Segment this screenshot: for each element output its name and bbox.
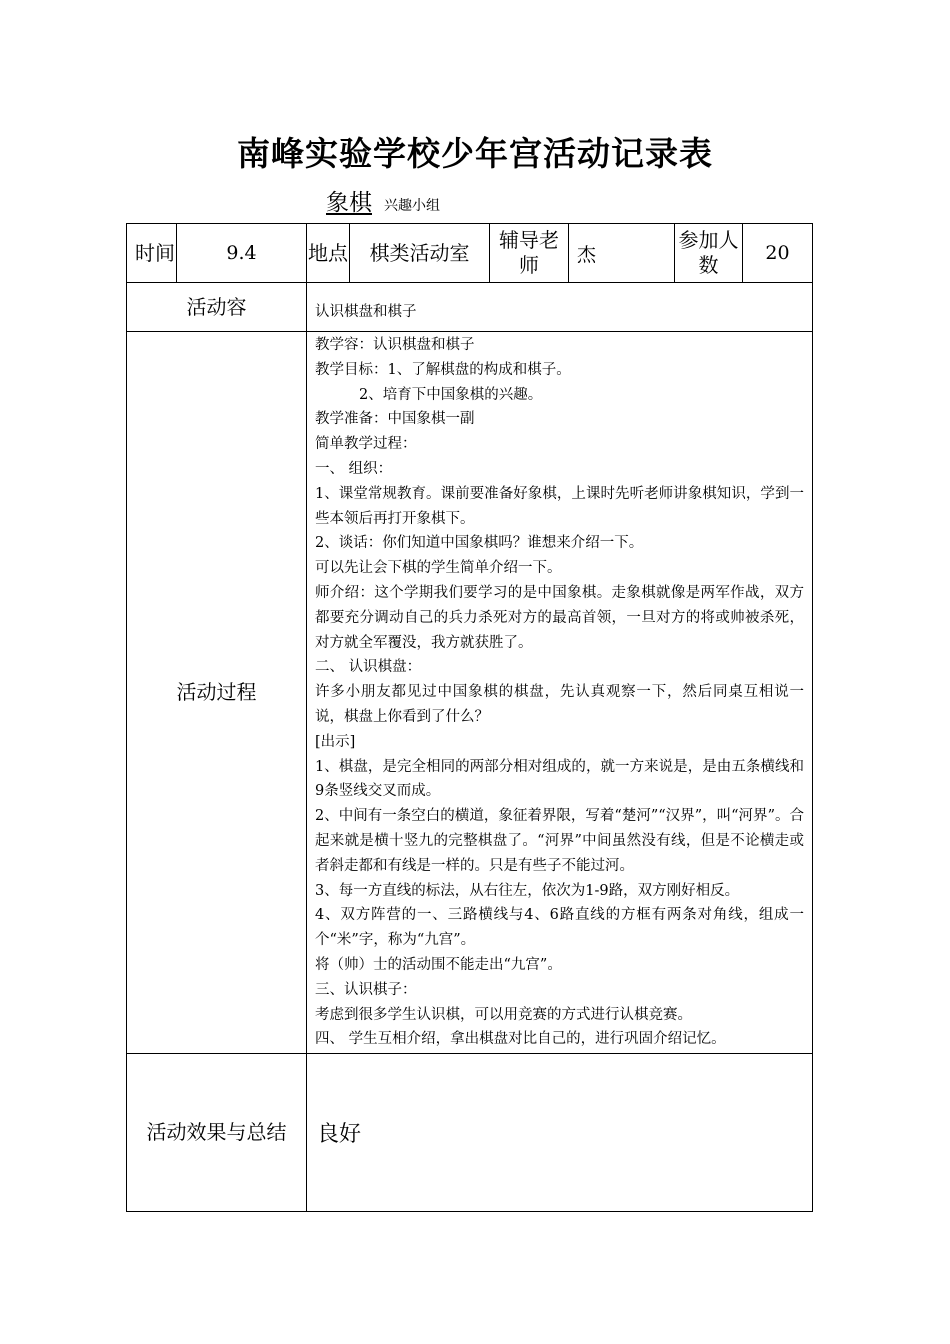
process-line: 1、棋盘，是完全相同的两部分相对组成的，就一方来说是，是由五条横线和9条竖线交叉而成。 [315, 758, 804, 800]
process-line: 教学目标：1、了解棋盘的构成和棋子。 [315, 361, 571, 378]
group-suffix: 兴趣小组 [384, 198, 440, 214]
process-line: 4、双方阵营的一、三路横线与4、6路直线的方框有两条对角线，组成一个“米”字，称为“九宫”。 [315, 907, 804, 949]
place-value: 棋类活动室 [350, 224, 490, 283]
process-content [307, 332, 813, 1054]
process-row [127, 332, 813, 1054]
group-name: 象棋 [326, 190, 372, 216]
place-label: 地点 [307, 224, 350, 283]
process-line: 2、中间有一条空白的横道，象征着界限，写着“楚河”“汉界”，叫“河界”。合起来就是横十竖九的完整棋盘了。“河界”中间虽然没有线，但是不论横走或者斜走都和有线是一样的。只是有些子不能过河。 [315, 808, 804, 874]
process-line: 教学准备：中国象棋一副 [315, 411, 475, 428]
process-line: 可以先让会下棋的学生简单介绍一下。 [315, 560, 562, 577]
summary-row [127, 1054, 813, 1212]
count-label: 参加人数 [675, 224, 743, 283]
process-line: 2、谈话：你们知道中国象棋吗？谁想来介绍一下。 [315, 535, 644, 552]
group-line [312, 184, 440, 217]
page-title: 南峰实验学校少年宫活动记录表 [237, 134, 713, 173]
content-label: 活动容 [127, 283, 307, 332]
process-line: 简单教学过程： [315, 436, 417, 453]
header-row [127, 224, 813, 283]
process-line: 考虑到很多学生认识棋，可以用竞赛的方式进行认棋竞赛。 [315, 1006, 692, 1023]
content-row [127, 283, 813, 332]
process-line: 一、 组织： [315, 460, 393, 477]
process-line: 许多小朋友都见过中国象棋的棋盘，先认真观察一下，然后同桌互相说一说，棋盘上你看到了什么？ [315, 684, 804, 725]
process-line: 将（帅）士的活动围不能走出“九宫”。 [315, 956, 562, 973]
process-label: 活动过程 [127, 332, 307, 1054]
content-value: 认识棋盘和棋子 [307, 283, 813, 332]
process-line: 四、 学生互相介绍，拿出棋盘对比自己的，进行巩固介绍记忆。 [315, 1031, 726, 1048]
summary-label: 活动效果与总结 [127, 1054, 307, 1212]
process-line: [出示] [315, 733, 356, 750]
process-line: 2、培育下中国象棋的兴趣。 [359, 386, 543, 403]
process-line: 三、认识棋子： [315, 981, 417, 998]
time-value: 9.4 [177, 224, 307, 283]
time-label: 时间 [127, 224, 177, 283]
process-line: 教学容：认识棋盘和棋子 [315, 337, 475, 353]
summary-value: 良好 [307, 1054, 813, 1212]
process-line: 3、每一方直线的标法，从右往左，依次为1-9路，双方刚好相反。 [315, 882, 740, 899]
record-table [126, 223, 813, 1212]
teacher-label: 辅导老师 [490, 224, 569, 283]
process-line: 师介绍：这个学期我们要学习的是中国象棋。走象棋就像是两军作战，双方都要充分调动自己的兵力杀死对方的最高首领，一旦对方的将或帅被杀死，对方就全军覆没，我方就获胜了。 [315, 584, 804, 651]
teacher-value: 杰 [569, 224, 675, 283]
process-line: 二、 认识棋盘： [315, 659, 422, 676]
count-value: 20 [743, 224, 813, 283]
process-line: 1、课堂常规教育。课前要准备好象棋，上课时先听老师讲象棋知识，学到一些本领后再打开象棋下。 [315, 485, 804, 527]
